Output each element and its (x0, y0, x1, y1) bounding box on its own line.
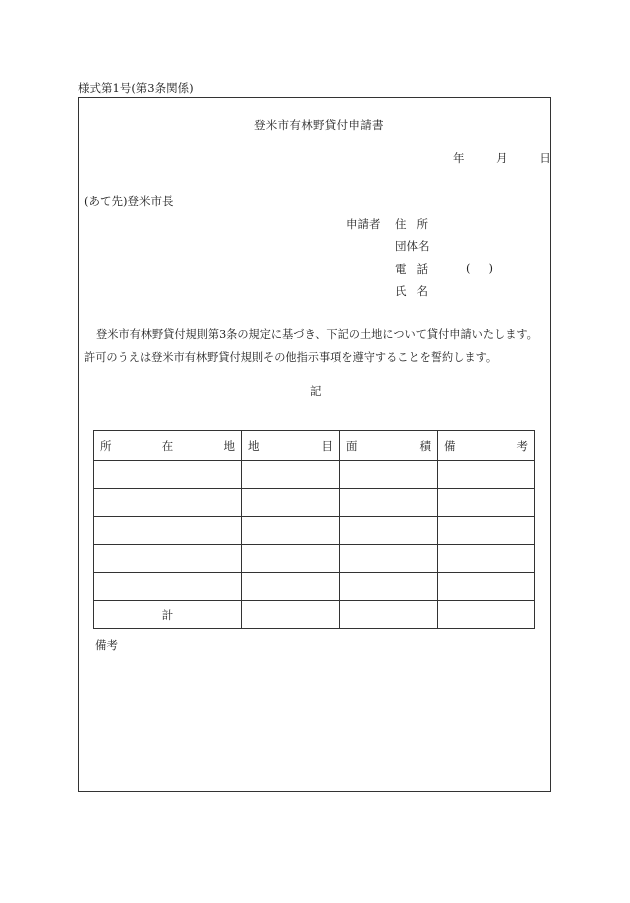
cell-land-category[interactable] (242, 545, 340, 573)
cell-remarks[interactable] (438, 545, 535, 573)
cell-remarks[interactable] (438, 461, 535, 489)
date-year: 年 (453, 151, 465, 165)
cell-remarks[interactable] (438, 489, 535, 517)
table-row (94, 545, 535, 573)
cell-area[interactable] (340, 489, 438, 517)
phone-label: 電 話 (395, 262, 428, 276)
form-title: 登米市有林野貸付申請書 (254, 118, 384, 132)
date-line (453, 150, 551, 166)
header-location: 所 在 地 (94, 431, 242, 461)
cell-location[interactable] (94, 545, 242, 573)
name-label: 氏 名 (395, 284, 428, 298)
cell-remarks[interactable] (438, 517, 535, 545)
table-row (94, 517, 535, 545)
applicant-label: 申請者 (346, 217, 381, 231)
form-label: 様式第1号(第3条関係) (78, 81, 194, 95)
table-row (94, 461, 535, 489)
table-row (94, 489, 535, 517)
cell-area[interactable] (340, 461, 438, 489)
land-table (93, 430, 535, 629)
header-land-category: 地 目 (242, 431, 340, 461)
group-name-label: 団体名 (395, 239, 430, 253)
cell-land-category[interactable] (242, 489, 340, 517)
cell-land-category[interactable] (242, 517, 340, 545)
cell-land-category[interactable] (242, 461, 340, 489)
cell-area[interactable] (340, 573, 438, 601)
address-label: 住 所 (395, 217, 428, 231)
table-total-row (94, 601, 535, 629)
header-area: 面 積 (340, 431, 438, 461)
cell-area[interactable] (340, 517, 438, 545)
cell-land-category[interactable] (242, 573, 340, 601)
ki-label: 記 (310, 384, 322, 398)
date-month: 月 (496, 151, 508, 165)
total-land-category[interactable] (242, 601, 340, 629)
addressee: (あて先)登米市長 (84, 194, 174, 208)
table-row (94, 573, 535, 601)
total-remarks[interactable] (438, 601, 535, 629)
header-remarks: 備 考 (438, 431, 535, 461)
body-line-2: 許可のうえは登米市有林野貸付規則その他指示事項を遵守することを誓約します。 (84, 351, 498, 364)
remarks-label: 備考 (95, 638, 118, 652)
total-area[interactable] (340, 601, 438, 629)
cell-location[interactable] (94, 517, 242, 545)
cell-area[interactable] (340, 545, 438, 573)
total-label: 計 (94, 601, 242, 629)
body-line-1: 登米市有林野貸付規則第3条の規定に基づき、下記の土地について貸付申請いたします。 (96, 328, 538, 341)
phone-parens: ( ) (466, 261, 493, 275)
date-day: 日 (539, 151, 551, 165)
cell-location[interactable] (94, 461, 242, 489)
cell-location[interactable] (94, 489, 242, 517)
table-header-row (94, 431, 535, 461)
cell-remarks[interactable] (438, 573, 535, 601)
cell-location[interactable] (94, 573, 242, 601)
